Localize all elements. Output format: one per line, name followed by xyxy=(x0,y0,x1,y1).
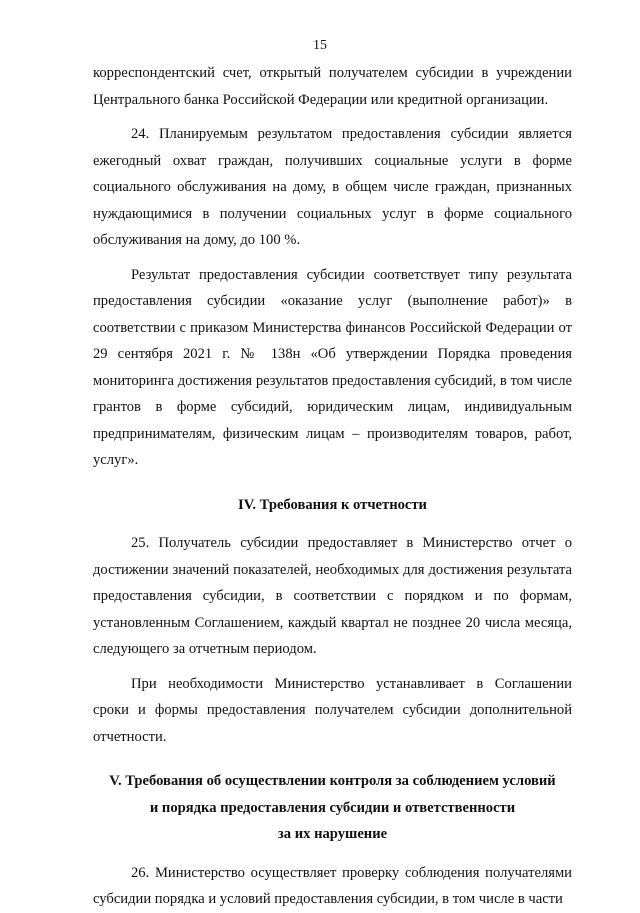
section-v-heading-line-3: за их нарушение xyxy=(277,826,388,842)
section-v-heading-line-1: V. Требования об осуществлении контроля за соблюдением условий xyxy=(109,773,556,789)
paragraph-additional-reporting: При необходимости Министерство устанавливает в Соглашении сроки и формы предоставления получателем субсидии дополнительной отчетности. xyxy=(93,675,572,745)
paragraph-result-type: Результат предоставления субсидии соответствует типу результата предоставления субсидии «оказание услуг (выполнение работ)» в соответствии с приказом Министерства финансов Российской Федерации от 29 сентября 2021 г. № 138н «Об утверждении Порядка проведения мониторинга достижения результатов предоставления субсидий, в том числе грантов в форме субсидий, юридическим лицам, индивидуальным предпринимателям, физическим лицам – производителям товаров, работ, услуг». xyxy=(93,266,572,468)
section-v-heading-line-2: и порядка предоставления субсидии и ответственности xyxy=(149,799,516,816)
paragraph-account-continuation: корреспондентский счет, открытый получателем субсидии в учреждении Центрального банка Российской Федерации или кредитной организации. xyxy=(93,65,572,108)
page-number: 15 xyxy=(313,38,327,53)
section-v-heading xyxy=(93,768,572,848)
paragraph-24: 24. Планируемым результатом предоставления субсидии является ежегодный охват граждан, получивших социальные услуги в форме социального обслуживания на дому, в общем числе граждан, признанных нуждающимися в получении социальных услуг в форме социального обслуживания на дому, до 100 %. xyxy=(93,126,572,248)
document-body xyxy=(93,60,572,913)
paragraph-26: 26. Министерство осуществляет проверку соблюдения получателями субсидии порядка и условий предоставления субсидии, в том числе в части xyxy=(93,864,572,907)
section-iv-heading: IV. Требования к отчетности xyxy=(238,496,427,513)
paragraph-25: 25. Получатель субсидии предоставляет в Министерство отчет о достижении значений показателей, необходимых для достижения результата предоставления субсидии, в соответствии с порядком и по формам, установленным Соглашением, каждый квартал не позднее 20 числа месяца, следующего за отчетным периодом. xyxy=(93,535,572,657)
